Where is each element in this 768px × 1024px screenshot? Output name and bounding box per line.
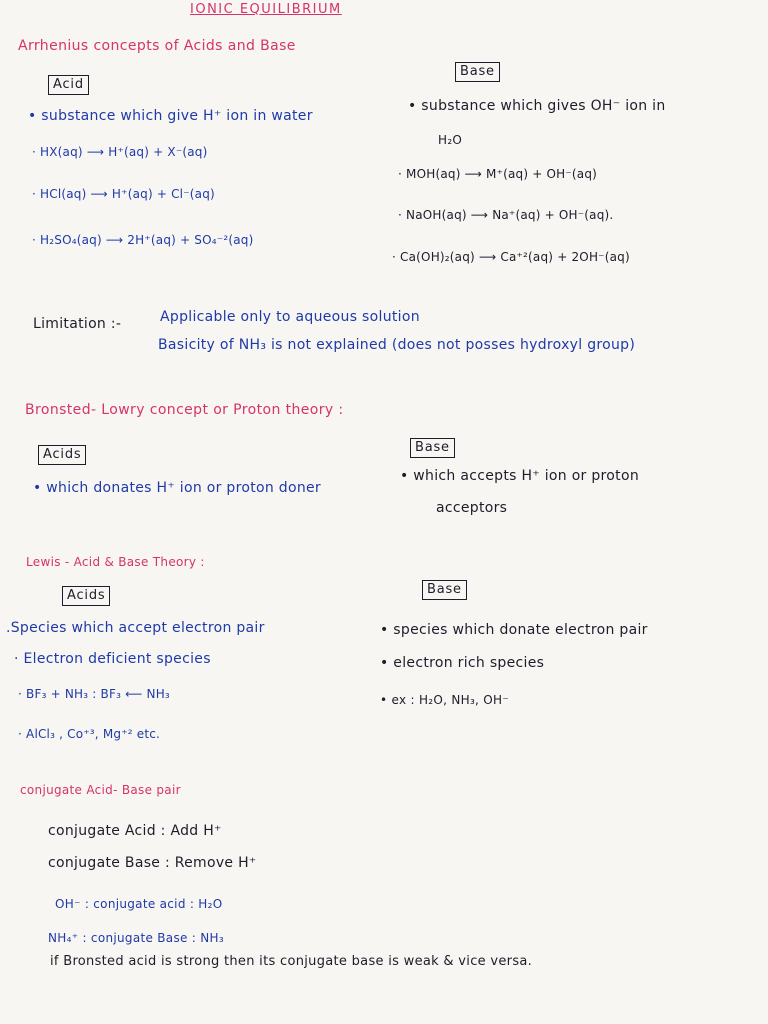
lewis-base-item-1: • species which donate electron pair	[380, 622, 648, 638]
page-title: IONIC EQUILIBRIUM	[190, 2, 342, 17]
arrhenius-acid-eq-1: · HX(aq) ⟶ H⁺(aq) + X⁻(aq)	[32, 145, 208, 159]
arrhenius-heading: Arrhenius concepts of Acids and Base	[18, 38, 296, 54]
bronsted-acid-definition: • which donates H⁺ ion or proton doner	[33, 480, 321, 496]
conjugate-base-rule: conjugate Base : Remove H⁺	[48, 855, 257, 871]
arrhenius-base-eq-3: · Ca(OH)₂(aq) ⟶ Ca⁺²(aq) + 2OH⁻(aq)	[392, 250, 630, 264]
conjugate-note: if Bronsted acid is strong then its conjugate base is weak & vice versa.	[50, 954, 533, 969]
lewis-acid-item-3: · BF₃ + NH₃ : BF₃ ⟵ NH₃	[18, 687, 170, 701]
lewis-base-item-3: • ex : H₂O, NH₃, OH⁻	[380, 693, 509, 707]
arrhenius-base-definition-line2: H₂O	[438, 133, 463, 147]
conjugate-example-2: NH₄⁺ : conjugate Base : NH₃	[48, 931, 224, 945]
limitation-label: Limitation :-	[33, 316, 122, 332]
arrhenius-acid-eq-3: · H₂SO₄(aq) ⟶ 2H⁺(aq) + SO₄⁻²(aq)	[32, 233, 254, 247]
arrhenius-acid-eq-2: · HCl(aq) ⟶ H⁺(aq) + Cl⁻(aq)	[32, 187, 215, 201]
arrhenius-base-eq-1: · MOH(aq) ⟶ M⁺(aq) + OH⁻(aq)	[398, 167, 598, 181]
bronsted-base-label: Base	[410, 438, 455, 458]
bronsted-base-definition-line2: acceptors	[436, 500, 508, 516]
conjugate-acid-rule: conjugate Acid : Add H⁺	[48, 823, 222, 839]
arrhenius-base-definition-line1: • substance which gives OH⁻ ion in	[408, 98, 666, 114]
lewis-acid-item-1: .Species which accept electron pair	[6, 620, 265, 636]
lewis-heading: Lewis - Acid & Base Theory :	[26, 555, 205, 569]
lewis-base-item-2: • electron rich species	[380, 655, 545, 671]
bronsted-heading: Bronsted- Lowry concept or Proton theory :	[25, 402, 344, 418]
arrhenius-base-label: Base	[455, 62, 500, 82]
bronsted-base-definition-line1: • which accepts H⁺ ion or proton	[400, 468, 639, 484]
lewis-base-label: Base	[422, 580, 467, 600]
limitation-1: Applicable only to aqueous solution	[160, 309, 420, 325]
bronsted-acid-label: Acids	[38, 445, 86, 465]
arrhenius-acid-definition: • substance which give H⁺ ion in water	[28, 108, 313, 124]
conjugate-heading: conjugate Acid- Base pair	[20, 783, 181, 797]
arrhenius-base-eq-2: · NaOH(aq) ⟶ Na⁺(aq) + OH⁻(aq).	[398, 208, 614, 222]
limitation-2: Basicity of NH₃ is not explained (does not posses hydroxyl group)	[158, 337, 636, 353]
conjugate-example-1: OH⁻ : conjugate acid : H₂O	[55, 897, 223, 911]
lewis-acid-item-2: · Electron deficient species	[14, 651, 211, 667]
lewis-acid-label: Acids	[62, 586, 110, 606]
arrhenius-acid-label: Acid	[48, 75, 89, 95]
lewis-acid-item-4: · AlCl₃ , Co⁺³, Mg⁺² etc.	[18, 727, 161, 741]
